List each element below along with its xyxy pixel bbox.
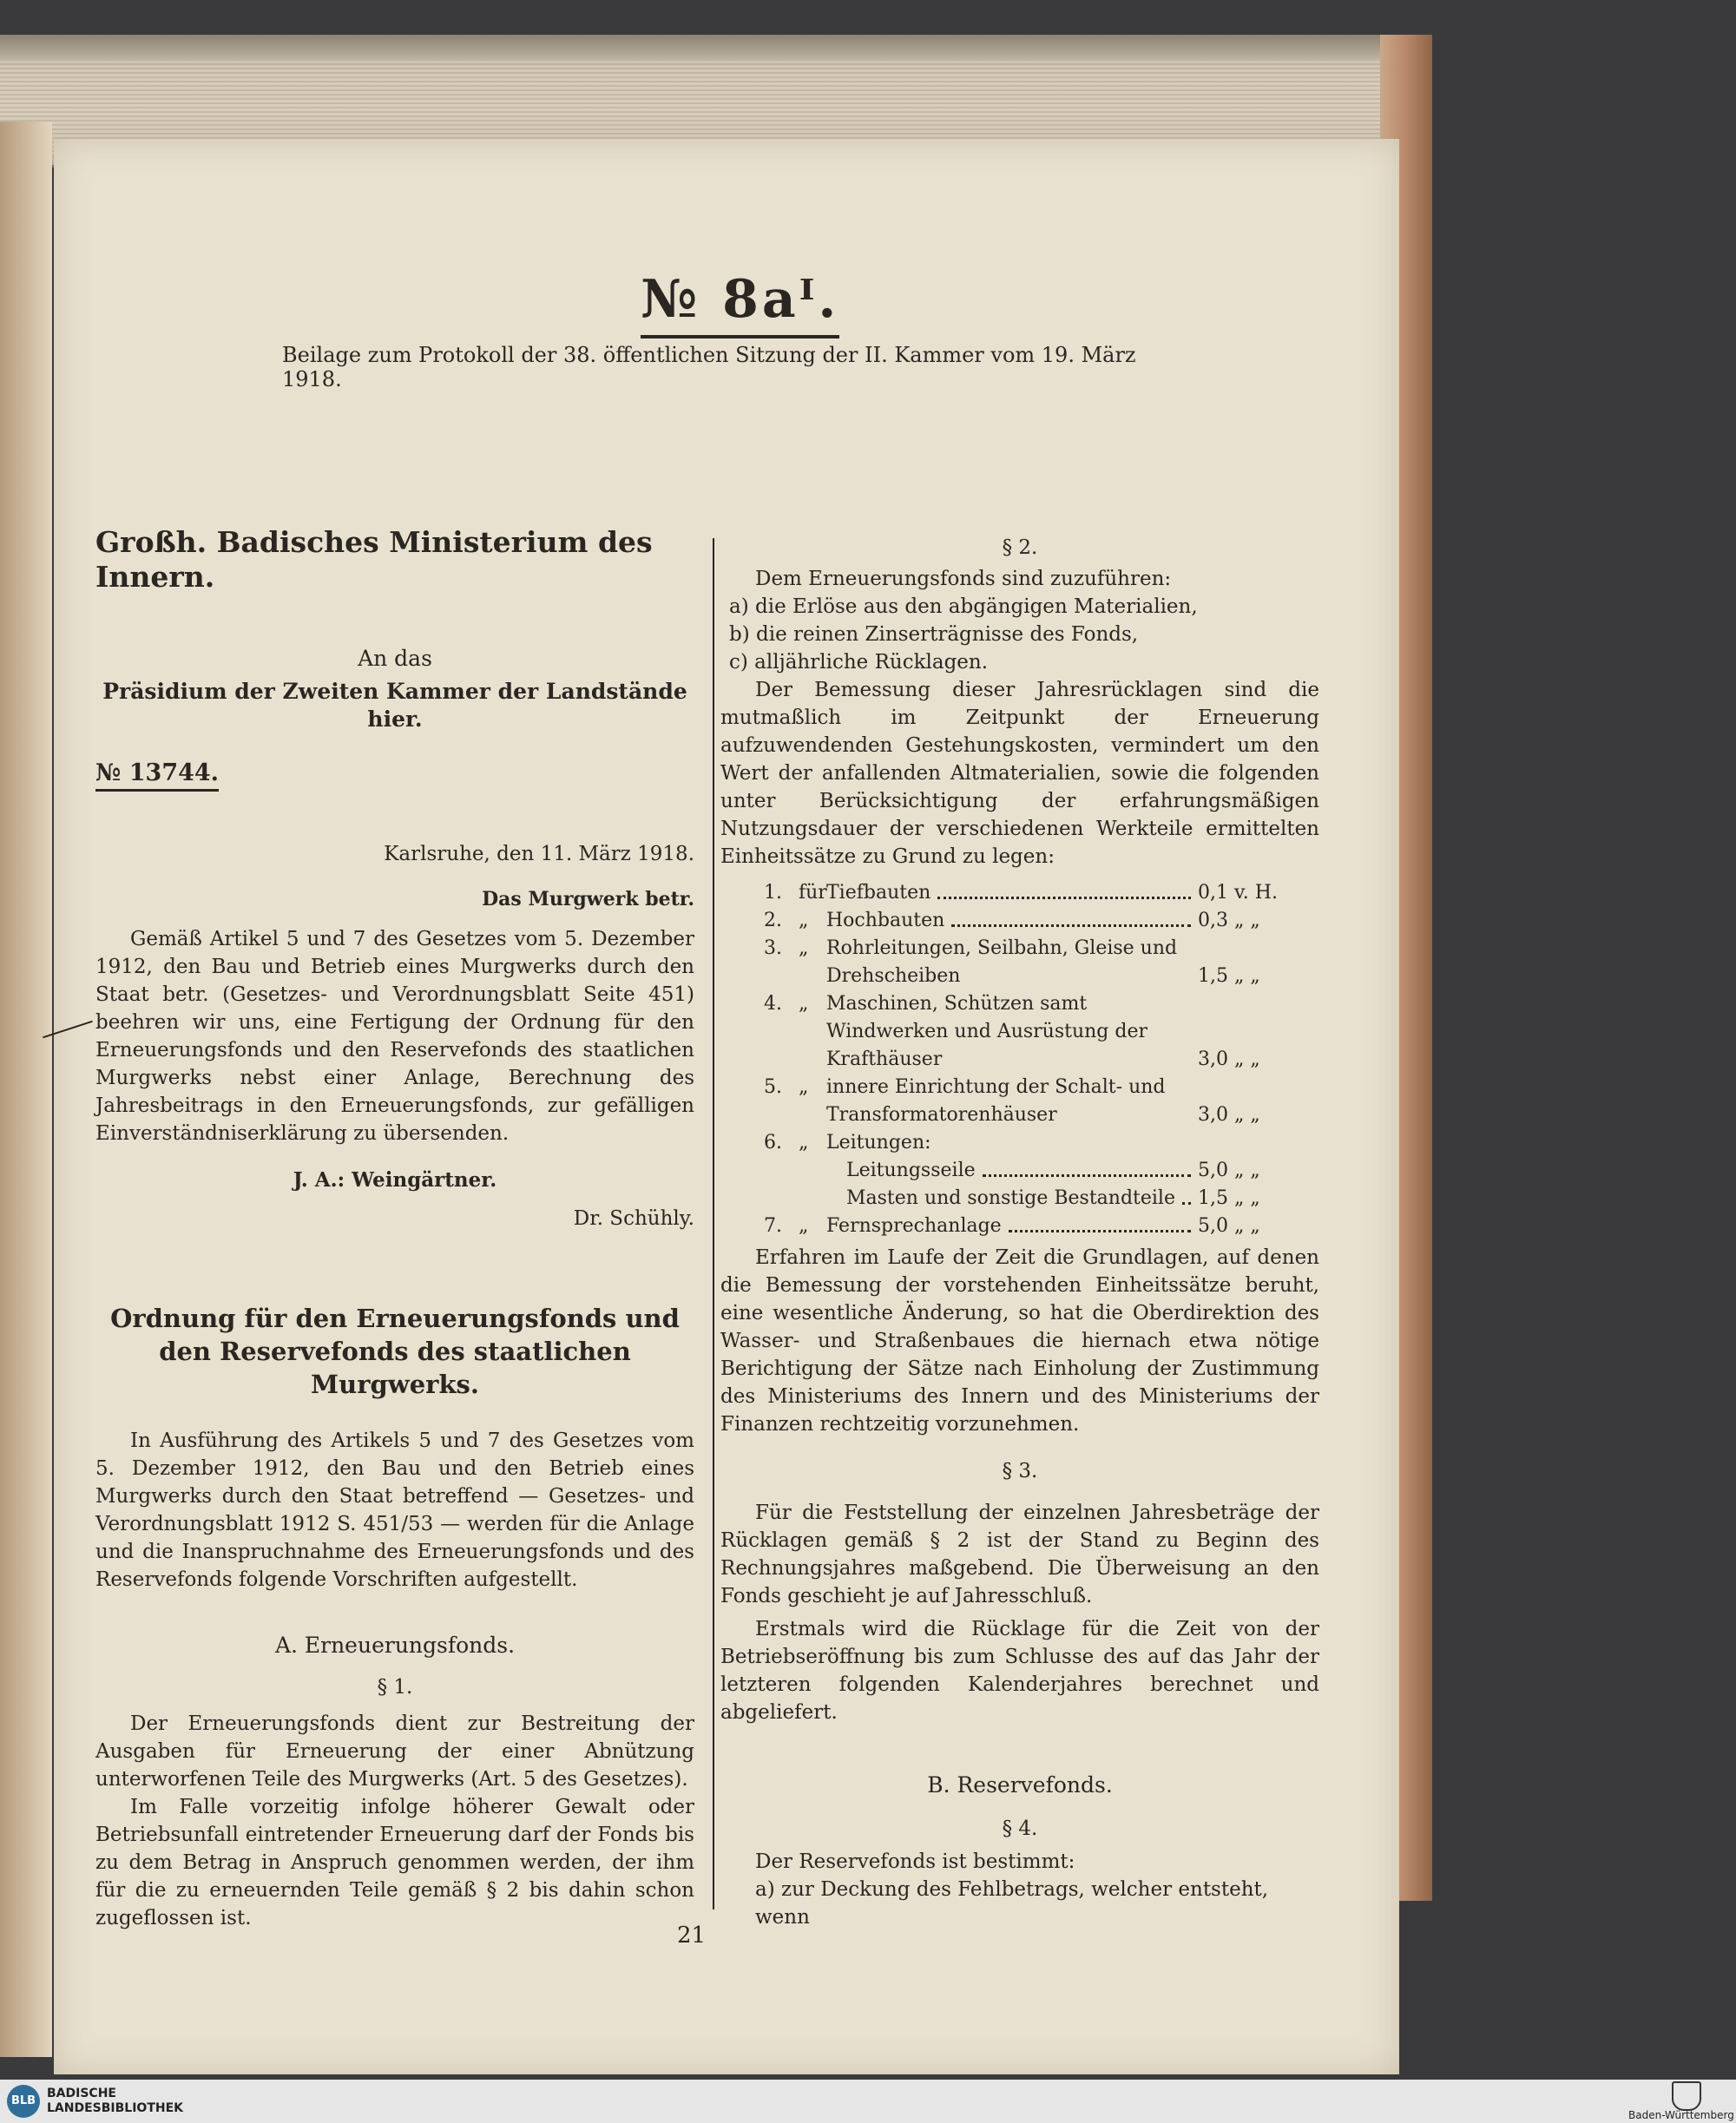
rate-row — [764, 1213, 1311, 1240]
addressee-line2: Präsidium der Zweiten Kammer der Landstände hier. — [102, 679, 687, 732]
rate-prefix: „ — [799, 910, 809, 931]
rate-number: 7. — [764, 1215, 782, 1237]
par3-heading: § 3. — [1002, 1460, 1038, 1482]
par1-text2: Im Falle vorzeitig infolge höherer Gewalt oder Betriebsunfall eintretender Erneuerung darf der Fonds bis zu dem Betrag in Anspruch genommen werden, der ihm für die zu erneuernden Teile gemäß § 2 bis dahin schon zugeflossen ist. — [95, 1796, 694, 1929]
rate-label: Hochbauten — [826, 910, 945, 931]
rate-row — [764, 990, 1311, 1074]
rate-value: 5,0 „ „ — [1198, 1215, 1260, 1237]
ministry-heading: Großh. Badisches Ministerium des Innern. — [95, 525, 653, 594]
footer-bar — [0, 2080, 1736, 2123]
rate-number: 1. — [764, 882, 782, 904]
leader-dots — [983, 1157, 1191, 1177]
rate-number: 5. — [764, 1076, 782, 1098]
library-name-line1: BADISCHE — [47, 2087, 116, 2100]
rate-value: 3,0 „ „ — [1198, 1104, 1260, 1126]
library-name-line2: LANDESBIBLIOTHEK — [47, 2101, 184, 2115]
leader-dots — [937, 879, 1191, 899]
par2-after: Erfahren im Laufe der Zeit die Grundlagen, auf denen die Bemessung der vorstehenden Einheitssätze beruht, eine wesentliche Änderung, so hat die Oberdirektion des Wasser- und Straßenbaues die hiernach etwa nötige Berichtigung der Sätze nach Einholung der Zustimmung des Ministeriums des Innern und des Ministeriums der Finanzen rechtzeitig vorzunehmen. — [720, 1246, 1319, 1436]
rate-value: 1,5 „ „ — [1198, 965, 1260, 987]
right-column — [720, 534, 1319, 1931]
section-b-heading: B. Reservefonds. — [927, 1772, 1113, 1798]
rate-value: 3,0 „ „ — [1198, 1048, 1260, 1070]
par1-heading: § 1. — [377, 1676, 413, 1699]
signature-line2: Dr. Schühly. — [573, 1207, 694, 1230]
rate-prefix: „ — [799, 1215, 809, 1237]
par2-text: Der Bemessung dieser Jahresrücklagen sind die mutmaßlich im Zeitpunkt der Erneuerung aufzuwendenden Gestehungskosten, vermindert um den Wert der anfallenden Altmaterialien, sowie die folgenden unter Berücksichtigung der erfahrungsmäßigen Nutzungsdauer der verschiedenen Werkteile ermittelten Einheitssätze zu Grund zu legen: — [720, 679, 1319, 868]
par4-item-a: a) zur Deckung des Fehlbetrags, welcher entsteht, wenn — [755, 1878, 1269, 1929]
section-a-heading: A. Erneuerungsfonds. — [274, 1633, 516, 1658]
rate-prefix: „ — [799, 1076, 809, 1098]
par2-item: c) alljährliche Rücklagen. — [729, 651, 989, 674]
leader-dots — [951, 907, 1191, 927]
page-number: 21 — [677, 1923, 707, 1949]
rate-number: 4. — [764, 993, 782, 1015]
rate-prefix: für — [799, 882, 827, 904]
rate-label: Leitungsseile — [846, 1160, 976, 1181]
document-number: № 8aᴵ. — [641, 269, 839, 338]
subject-line: Das Murgwerk betr. — [482, 888, 694, 910]
state-name: Baden-Württemberg — [1628, 2109, 1734, 2121]
rate-value: 5,0 „ „ — [1198, 1160, 1260, 1181]
rate-prefix: „ — [799, 1132, 809, 1154]
library-name — [47, 2087, 183, 2116]
rate-value: 1,5 „ „ — [1198, 1187, 1260, 1209]
place-date: Karlsruhe, den 11. März 1918. — [384, 843, 694, 865]
previous-page-edge — [0, 122, 52, 2057]
column-divider — [713, 538, 714, 1909]
par2-item: a) die Erlöse aus den abgängigen Materialien, — [729, 595, 1198, 618]
rate-label: Masten und sonstige Bestandteile — [846, 1187, 1175, 1209]
rate-label: Leitungen: — [826, 1132, 931, 1154]
rate-number: 6. — [764, 1132, 782, 1154]
par2-list — [720, 593, 1319, 676]
rate-label: Fernsprechanlage — [826, 1215, 1002, 1237]
rate-row — [764, 907, 1311, 935]
par2-lead: Dem Erneuerungsfonds sind zuzuführen: — [755, 568, 1172, 590]
par3-text1: Für die Feststellung der einzelnen Jahresbeträge der Rücklagen gemäß § 2 ist der Stand zu Beginn des Rechnungsjahres maßgebend. Die Überweisung an den Fonds geschieht je auf Jahresschluß. — [720, 1502, 1319, 1607]
rate-number: 2. — [764, 910, 782, 931]
letter-body: Gemäß Artikel 5 und 7 des Gesetzes vom 5. Dezember 1912, den Bau und Betrieb eines Murgwerks durch den Staat betr. (Gesetzes- und Verordnungsblatt Seite 451) beehren wir uns, eine Fertigung der Ordnung für den Erneuerungsfonds und den Reservefonds des staatlichen Murgwerks nebst einer Anlage, Berechnung des Jahresbeitrags in den Erneuerungsfonds, zur gefälligen Einverständniserklärung zu übersenden. — [95, 928, 694, 1145]
rate-row — [764, 1074, 1311, 1129]
par2-heading: § 2. — [1002, 536, 1038, 559]
rate-row — [764, 1185, 1311, 1213]
leader-dots — [1182, 1185, 1191, 1205]
rate-row — [764, 879, 1311, 907]
rate-number: 3. — [764, 937, 782, 959]
ordnung-title: Ordnung für den Erneuerungsfonds und den Reservefonds des staatlichen Murgwerks. — [110, 1304, 680, 1399]
rate-label: Rohrleitungen, Seilbahn, Gleise und Drehscheiben — [826, 937, 1178, 987]
par2-item: b) die reinen Zinserträgnisse des Fonds, — [729, 623, 1139, 646]
signature-line1: J. A.: Weingärtner. — [293, 1168, 497, 1192]
letter-block — [95, 525, 694, 1932]
document-subtitle: Beilage zum Protokoll der 38. öffentlichen Sitzung der II. Kammer vom 19. März 1918. — [282, 343, 1136, 391]
par1-text1: Der Erneuerungsfonds dient zur Bestreitung der Ausgaben für Erneuerung der einer Abnützung unterworfenen Teile des Murgwerks (Art. 5 des Gesetzes). — [95, 1712, 694, 1791]
rate-label: Maschinen, Schützen samt Windwerken und Ausrüstung der Krafthäuser — [826, 993, 1148, 1070]
rate-row — [764, 1129, 1311, 1157]
rate-value: 0,1 v. H. — [1198, 882, 1278, 904]
leader-dots — [1009, 1213, 1191, 1232]
rate-value: 0,3 „ „ — [1198, 910, 1260, 931]
ordnung-intro: In Ausführung des Artikels 5 und 7 des Gesetzes vom 5. Dezember 1912, den Bau und den Betrieb eines Murgwerks durch den Staat betreffend — Gesetzes- und Verordnungsblatt 1912 S. 451/53 — werden für die Anlage und die Inanspruchnahme des Erneuerungsfonds und des Reservefonds folgende Vorschriften aufgestellt. — [95, 1430, 694, 1591]
par3-text2: Erstmals wird die Rücklage für die Zeit von der Betriebseröffnung bis zum Schlusse des auf das Jahr der letzteren folgenden Kalenderjahres berechnet und abgeliefert. — [720, 1618, 1319, 1724]
coat-of-arms-icon — [1672, 2081, 1701, 2111]
par4-lead: Der Reservefonds ist bestimmt: — [755, 1850, 1075, 1873]
par4-heading: § 4. — [1002, 1817, 1038, 1840]
rate-row — [764, 935, 1311, 990]
rate-label: Tiefbauten — [826, 882, 931, 904]
rate-prefix: „ — [799, 937, 809, 959]
reference-number: № 13744. — [95, 759, 219, 792]
rates-list — [720, 879, 1319, 1240]
rate-label: innere Einrichtung der Schalt- und Transformatorenhäuser — [826, 1076, 1166, 1126]
blb-logo-icon: BLB — [7, 2085, 40, 2118]
rate-prefix: „ — [799, 993, 809, 1015]
rate-row — [764, 1157, 1311, 1185]
addressee-line1: An das — [358, 646, 432, 671]
